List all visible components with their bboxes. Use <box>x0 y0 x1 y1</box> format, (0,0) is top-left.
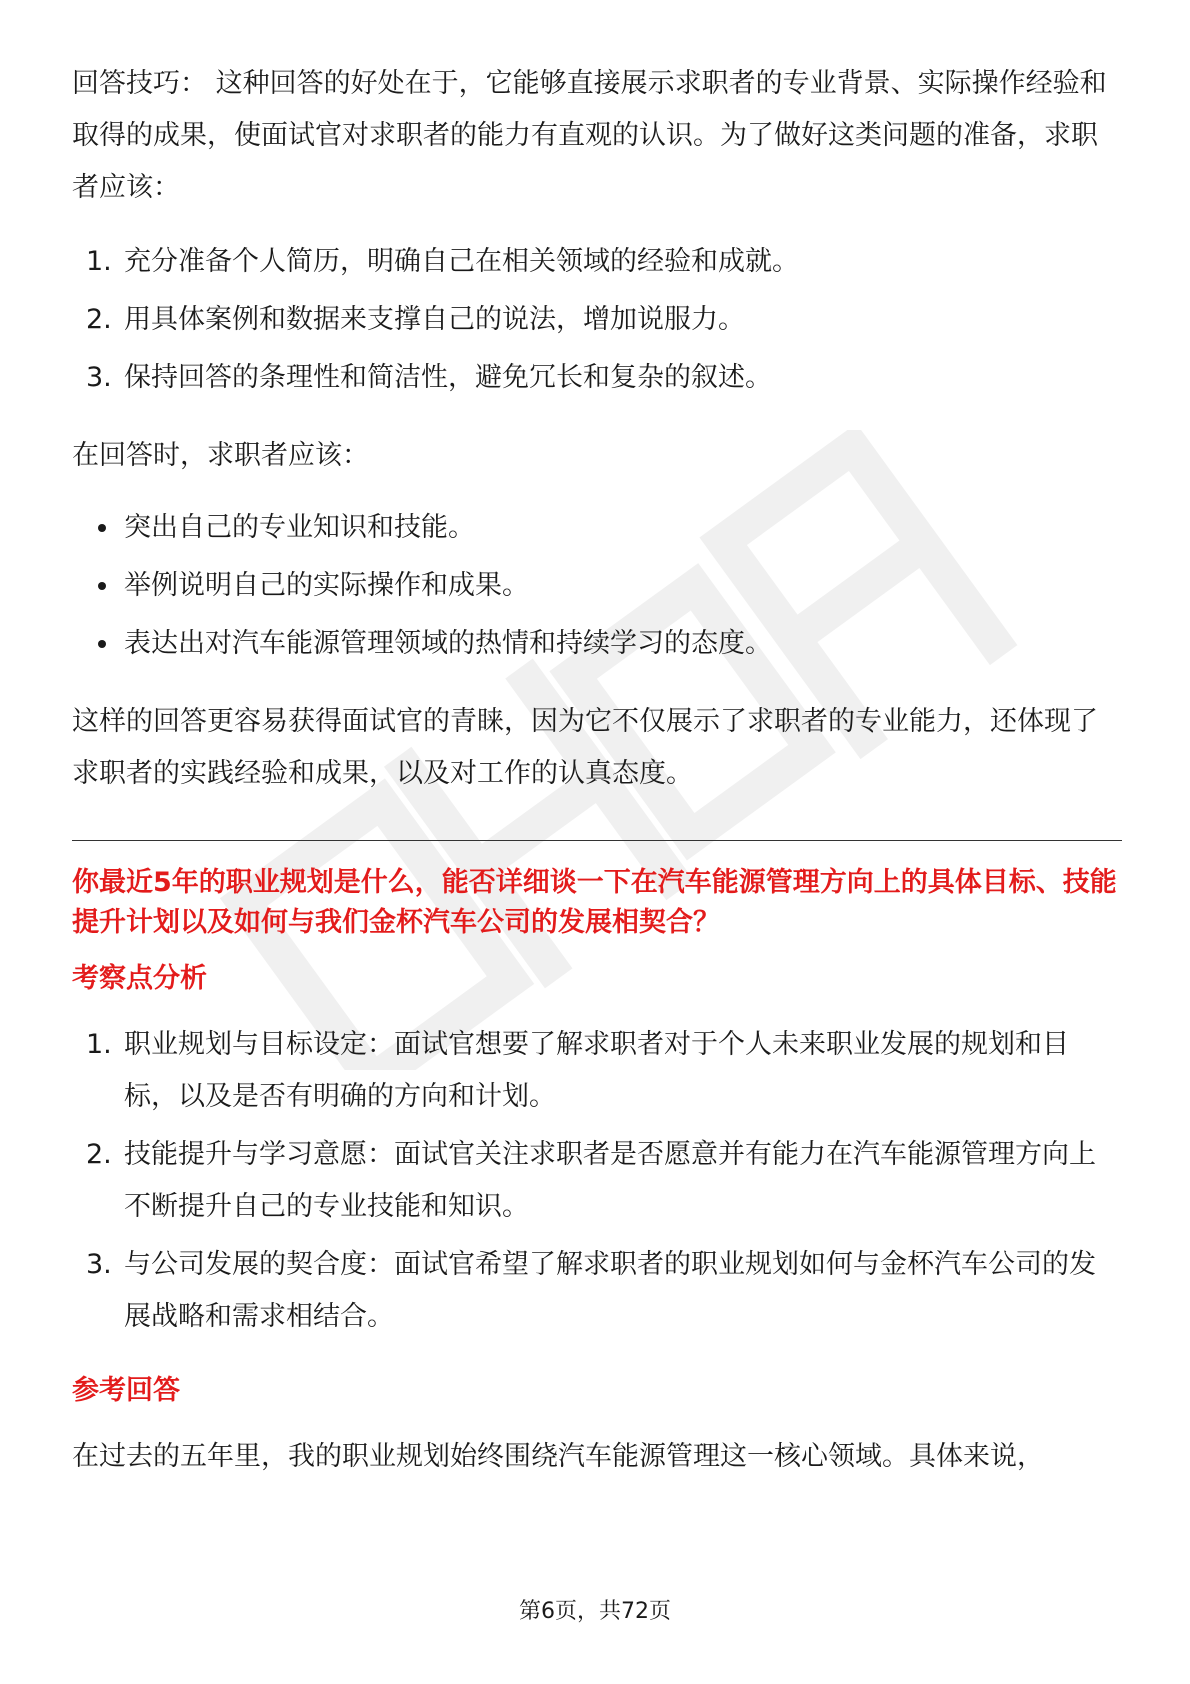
list-text: 与公司发展的契合度：面试官希望了解求职者的职业规划如何与金杯汽车公司的发展战略和需求相结合。 <box>124 1249 1096 1332</box>
list-item <box>72 352 1122 404</box>
answer-lead: 在回答时，求职者应该： <box>72 440 369 471</box>
list-item <box>72 294 1122 346</box>
list-text: 技能提升与学习意愿：面试官关注求职者是否愿意并有能力在汽车能源管理方向上不断提升自己的专业技能和知识。 <box>124 1139 1096 1222</box>
list-text: 保持回答的条理性和简洁性，避免冗长和复杂的叙述。 <box>124 362 772 393</box>
list-item <box>72 236 1122 288</box>
page-number: 第6页，共72页 <box>519 1599 671 1624</box>
answer-bullet-list <box>72 502 1122 670</box>
list-number: 2. <box>86 1139 112 1170</box>
reference-answer-heading: 参考回答 <box>72 1375 180 1406</box>
bullet-dot-icon <box>98 640 106 648</box>
list-item <box>72 1129 1122 1233</box>
list-item <box>72 502 1122 554</box>
list-item <box>72 560 1122 612</box>
list-number: 2. <box>86 304 112 335</box>
section-divider <box>72 840 1122 841</box>
list-number: 1. <box>86 1029 112 1060</box>
list-number: 1. <box>86 246 112 277</box>
conclusion-paragraph: 这样的回答更容易获得面试官的青睐，因为它不仅展示了求职者的专业能力，还体现了求职者的实践经验和成果，以及对工作的认真态度。 <box>72 706 1098 789</box>
preparation-list <box>72 236 1122 404</box>
list-item <box>72 1019 1122 1123</box>
list-item <box>72 1239 1122 1343</box>
list-number: 3. <box>86 362 112 393</box>
analysis-heading: 考察点分析 <box>72 963 207 994</box>
interview-question: 你最近5年的职业规划是什么，能否详细谈一下在汽车能源管理方向上的具体目标、技能提升计划以及如何与我们金杯汽车公司的发展相契合？ <box>72 867 1117 938</box>
list-text: 用具体案例和数据来支撑自己的说法，增加说服力。 <box>124 304 745 335</box>
list-number: 3. <box>86 1249 112 1280</box>
analysis-list <box>72 1019 1122 1343</box>
page-content <box>72 58 1122 1483</box>
tips-paragraph: 回答技巧： 这种回答的好处在于，它能够直接展示求职者的专业背景、实际操作经验和取得的成果，使面试官对求职者的能力有直观的认识。为了做好这类问题的准备，求职者应该： <box>72 68 1107 203</box>
list-text: 充分准备个人简历，明确自己在相关领域的经验和成就。 <box>124 246 799 277</box>
list-text: 表达出对汽车能源管理领域的热情和持续学习的态度。 <box>124 628 772 659</box>
list-text: 职业规划与目标设定：面试官想要了解求职者对于个人未来职业发展的规划和目标，以及是否有明确的方向和计划。 <box>124 1029 1069 1112</box>
reference-answer-text: 在过去的五年里，我的职业规划始终围绕汽车能源管理这一核心领域。具体来说， <box>72 1441 1044 1472</box>
bullet-dot-icon <box>98 582 106 590</box>
list-item <box>72 618 1122 670</box>
list-text: 突出自己的专业知识和技能。 <box>124 512 475 543</box>
bullet-dot-icon <box>98 524 106 532</box>
list-text: 举例说明自己的实际操作和成果。 <box>124 570 529 601</box>
